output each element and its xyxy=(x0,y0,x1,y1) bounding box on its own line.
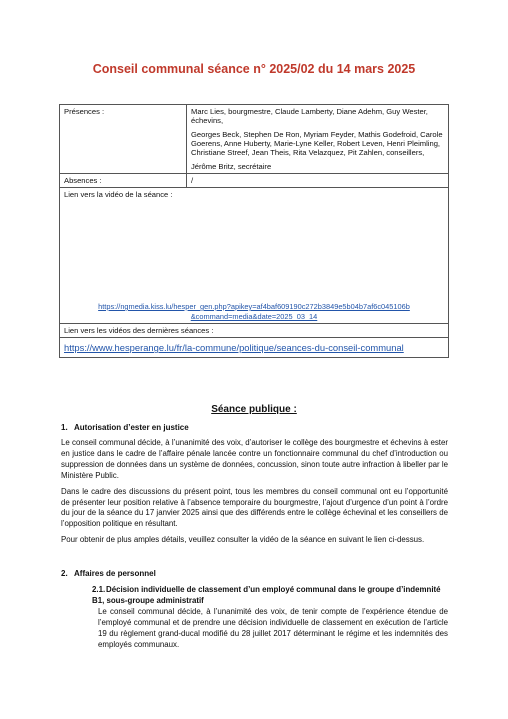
section-2-heading xyxy=(61,569,156,578)
video-label: Lien vers la vidéo de la séance : xyxy=(60,187,449,300)
last-videos-label-row xyxy=(60,324,449,338)
presences-value xyxy=(187,105,449,174)
presences-row xyxy=(60,105,449,174)
section-1-heading xyxy=(61,423,189,432)
section-title: Affaires de personnel xyxy=(74,569,156,578)
section-1-body xyxy=(61,438,448,551)
section-number: 2. xyxy=(61,569,68,578)
subsection-2-1 xyxy=(92,585,448,650)
section-title: Autorisation d’ester en justice xyxy=(74,423,189,432)
presences-label: Présences : xyxy=(60,105,187,174)
presences-line: Marc Lies, bourgmestre, Claude Lamberty, Diane Adehm, Guy Wester, échevins, xyxy=(191,107,428,126)
section-number: 1. xyxy=(61,423,68,432)
video-link-line[interactable]: &command=media&date=2025_03_14 xyxy=(190,311,318,321)
session-info-table xyxy=(59,104,449,358)
video-label-row xyxy=(60,187,449,300)
presences-line: Georges Beck, Stephen De Ron, Myriam Feyder, Mathis Godefroid, Carole Goerens, Anne Huberty, Marie-Lyne Keller, Robert Leven, Henri Pleimling, Christiane Streef, Jean Theis, Rita Velazquez, Pit Zahlen, conseillers, xyxy=(191,129,443,158)
subsection-heading xyxy=(92,585,448,607)
video-link-line[interactable]: https://ngmedia.kiss.lu/hesper_gen.php?apikey=af4baf609190c272b3849e5b04b7af6c045106b xyxy=(98,301,410,311)
subsection-title: Décision individuelle de classement d’un employé communal dans le groupe d’indemnité B1, sous-groupe administratif xyxy=(92,585,441,605)
video-link-row xyxy=(60,300,449,324)
subsection-text: Le conseil communal décide, à l’unanimité des voix, de tenir compte de l’expérience étendue de l’employé communal et de prendre une décision individuelle de classement en exécution de l’article 19 du règlement grand-ducal modifié du 28 juillet 2017 déterminant le régime et les indemnités des employés communaux. xyxy=(98,606,448,649)
absences-value: / xyxy=(187,173,449,187)
seance-publique-heading: Séance publique : xyxy=(211,404,297,415)
last-videos-link-row xyxy=(60,338,449,358)
presences-line: Jérôme Britz, secrétaire xyxy=(191,161,272,171)
absences-row xyxy=(60,173,449,187)
paragraph: Le conseil communal décide, à l’unanimité des voix, d’autoriser le collège des bourgmestre et échevins à ester en justice dans le cadre de l’affaire pénale lancée contre un fonctionnaire communal du chef d’introduction ou suppression de données dans un système de données, concussion, sinon toute autre infraction à libeller par le Ministère Public. xyxy=(61,438,448,480)
subsection-number: 2.1. xyxy=(92,585,106,594)
paragraph: Pour obtenir de plus amples détails, veuillez consulter la vidéo de la séance en suivant le lien ci-dessus. xyxy=(61,535,425,545)
last-videos-link[interactable]: https://www.hesperange.lu/fr/la-commune/politique/seances-du-conseil-communal xyxy=(60,338,449,358)
paragraph: Dans le cadre des discussions du présent point, tous les membres du conseil communal ont eu l’opportunité de présenter leur position relative à l’absence temporaire du bourgmestre, l’ajout d’urgence d’un point à l’ordre du jour de la séance du 17 janvier 2025 ainsi que des différends entre le collège échevinal et les conseillers de l’opposition politique en résultant. xyxy=(61,486,448,529)
absences-label: Absences : xyxy=(60,173,187,187)
last-videos-label: Lien vers les vidéos des dernières séances : xyxy=(60,324,449,338)
page-title: Conseil communal séance n° 2025/02 du 14 mars 2025 xyxy=(92,62,416,76)
video-link[interactable] xyxy=(60,300,449,324)
